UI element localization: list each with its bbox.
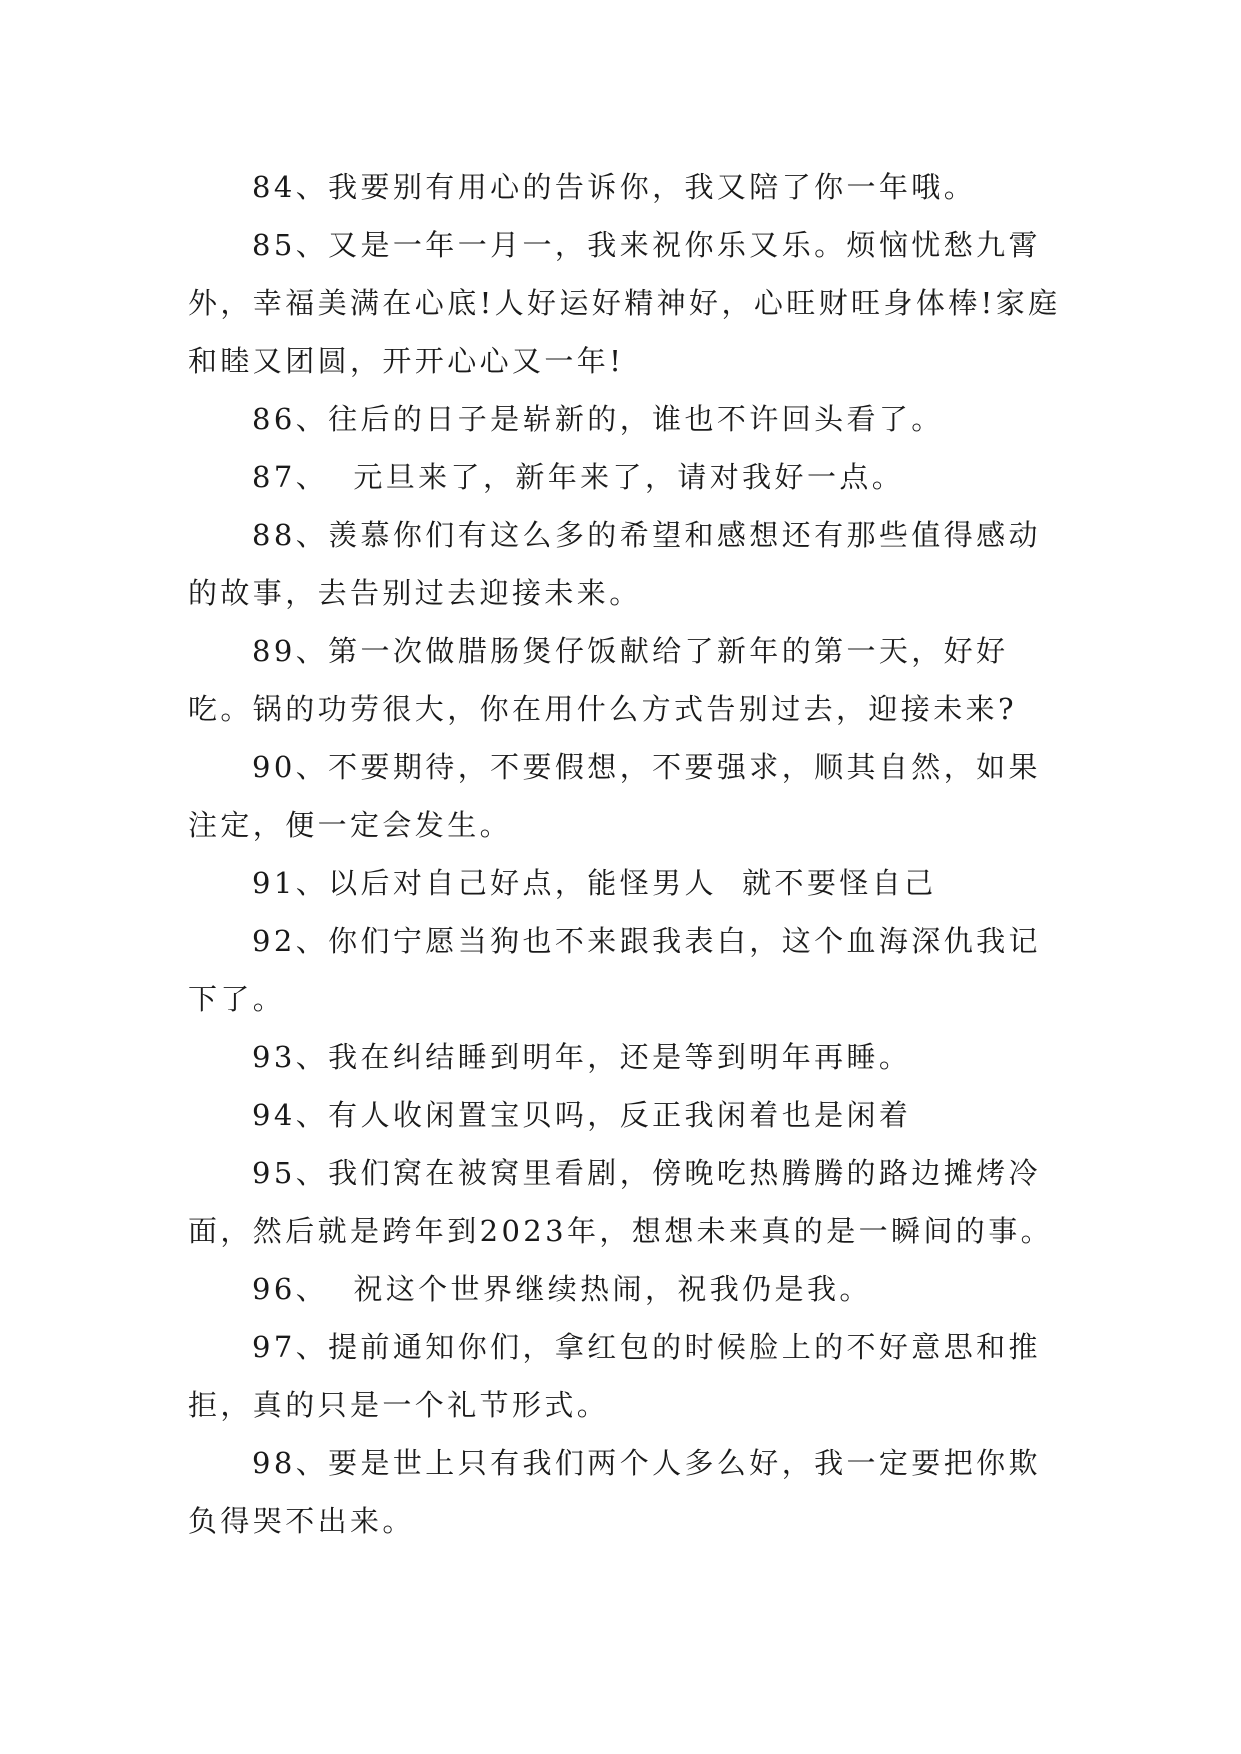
- paragraph-98: 98、要是世上只有我们两个人多么好，我一定要把你欺负得哭不出来。: [188, 1446, 1041, 1538]
- paragraph-90: 90、不要期待，不要假想，不要强求，顺其自然，如果注定，便一定会发生。: [188, 750, 1041, 842]
- paragraph-92: 92、你们宁愿当狗也不来跟我表白，这个血海深仇我记下了。: [188, 924, 1041, 1016]
- paragraph-89: 89、第一次做腊肠煲仔饭献给了新年的第一天，好好吃。锅的功劳很大，你在用什么方式告别过去，迎接未来?: [188, 634, 1017, 726]
- paragraph-85: 85、又是一年一月一，我来祝你乐又乐。烦恼忧愁九霄外，幸福美满在心底!人好运好精神好，心旺财旺身体棒!家庭和睦又团圆，开开心心又一年!: [188, 228, 1061, 378]
- paragraph-97: 97、提前通知你们，拿红包的时候脸上的不好意思和推拒，真的只是一个礼节形式。: [188, 1330, 1041, 1422]
- paragraph-91: 91、以后对自己好点，能怪男人 就不要怪自己: [252, 866, 937, 900]
- paragraph-84: 84、我要别有用心的告诉你，我又陪了你一年哦。: [252, 170, 977, 204]
- paragraph-95: 95、我们窝在被窝里看剧，傍晚吃热腾腾的路边摊烤冷面，然后就是跨年到2023年，想想未来真的是一瞬间的事。: [188, 1156, 1054, 1248]
- paragraph-96: 96、 祝这个世界继续热闹，祝我仍是我。: [252, 1272, 872, 1306]
- paragraph-88: 88、羡慕你们有这么多的希望和感想还有那些值得感动的故事，去告别过去迎接未来。: [188, 518, 1041, 610]
- paragraph-87: 87、 元旦来了，新年来了，请对我好一点。: [252, 460, 905, 494]
- paragraph-94: 94、有人收闲置宝贝吗，反正我闲着也是闲着: [252, 1098, 912, 1132]
- paragraph-86: 86、往后的日子是崭新的，谁也不许回头看了。: [252, 402, 944, 436]
- paragraph-93: 93、我在纠结睡到明年，还是等到明年再睡。: [252, 1040, 912, 1074]
- document-body: [188, 158, 1068, 1550]
